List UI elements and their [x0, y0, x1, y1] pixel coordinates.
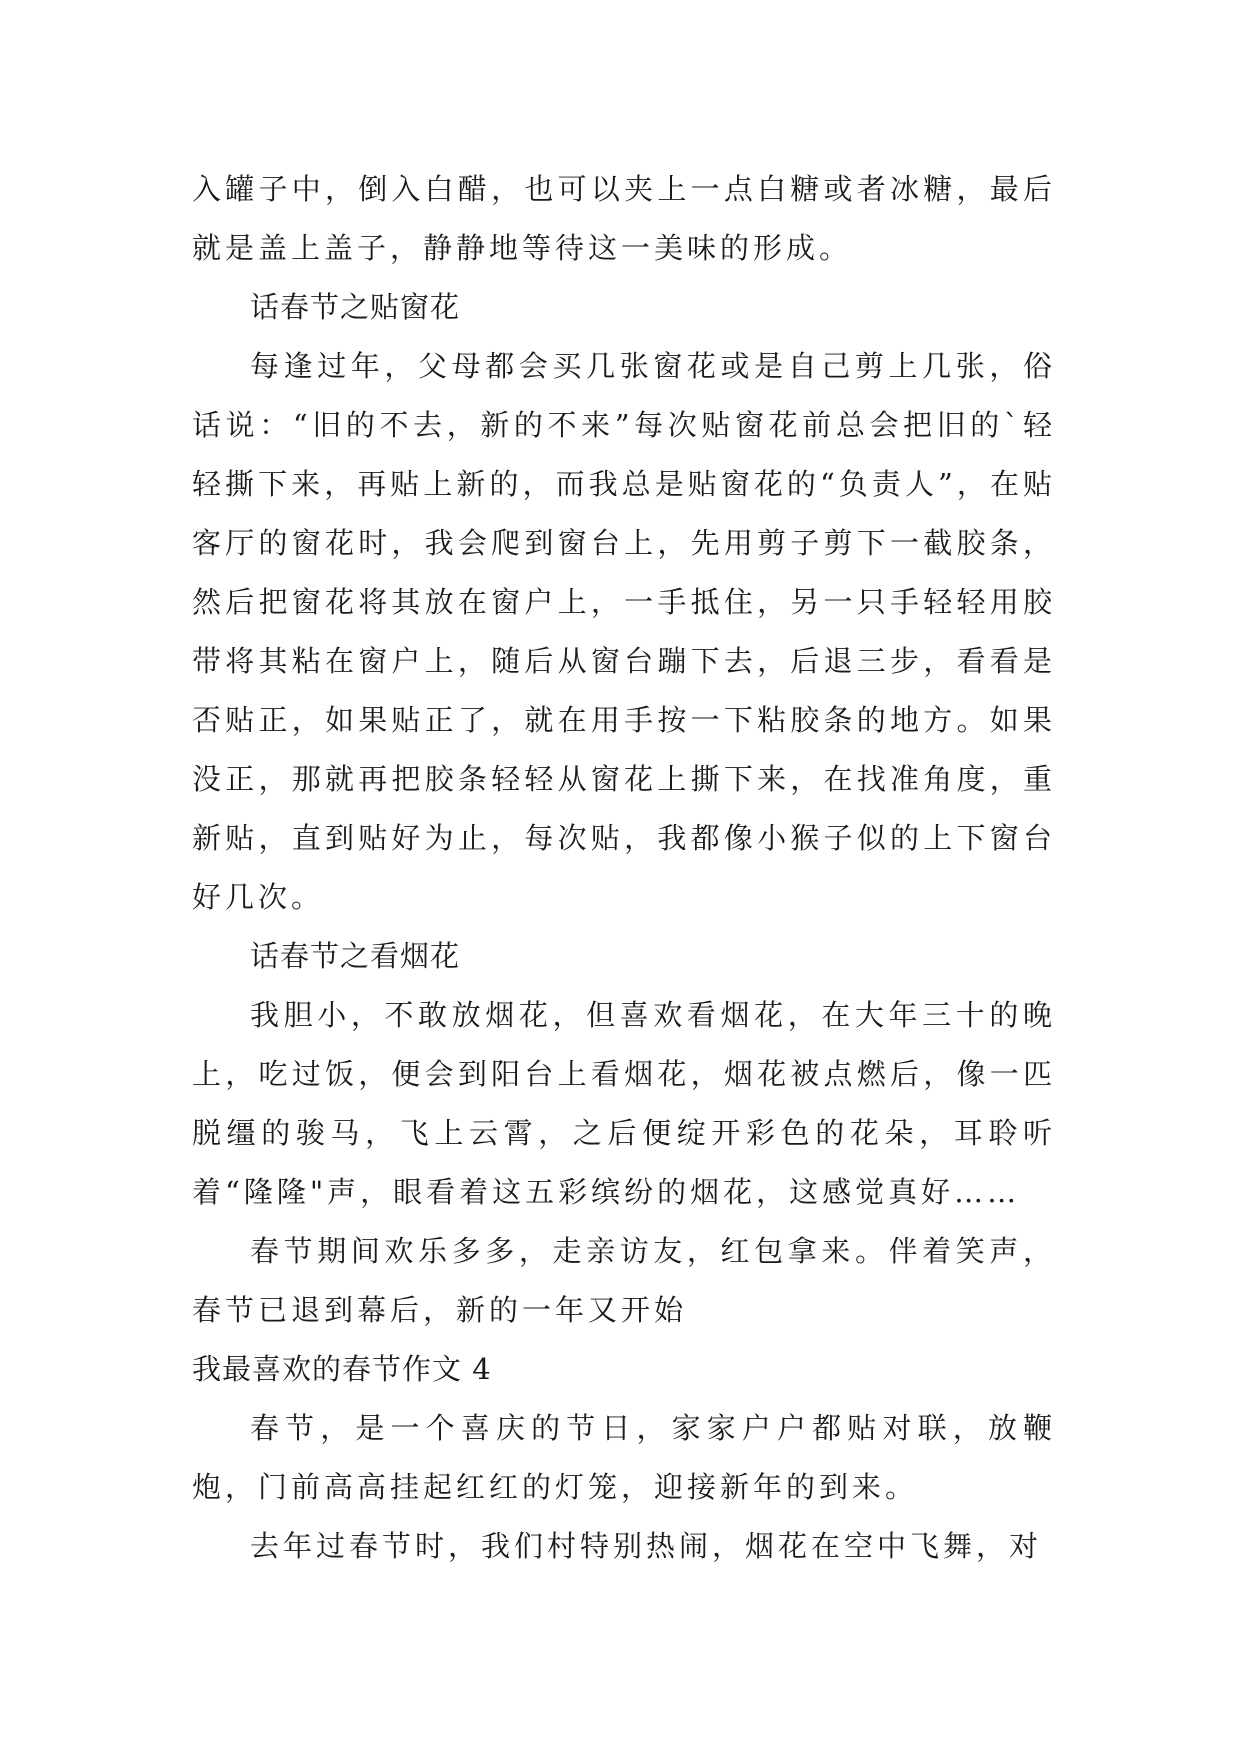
paragraph-intro: 春节，是一个喜庆的节日，家家户户都贴对联，放鞭炮，门前高高挂起红红的灯笼，迎接新年的到来。: [192, 1411, 1056, 1504]
paragraph-continued: 入罐子中，倒入白醋，也可以夹上一点白糖或者冰糖，最后就是盖上盖子，静静地等待这一美味的形成。: [192, 172, 1056, 265]
section-heading-fireworks: 话春节之看烟花: [250, 939, 461, 973]
paragraph-fireworks: 我胆小，不敢放烟花，但喜欢看烟花，在大年三十的晚上，吃过饭，便会到阳台上看烟花，烟花被点燃后，像一匹脱缰的骏马，飞上云霄，之后便绽开彩色的花朵，耳聆听着“隆隆"声，眼看着这五彩缤纷的烟花，这感觉真好……: [192, 998, 1056, 1209]
paragraph-conclusion: 春节期间欢乐多多，走亲访友，红包拿来。伴着笑声，春节已退到幕后，新的一年又开始: [192, 1234, 1056, 1327]
paragraph-last-year: 去年过春节时，我们村特别热闹，烟花在空中飞舞，对: [250, 1529, 1043, 1563]
section-heading-window-flowers: 话春节之贴窗花: [250, 290, 461, 324]
essay-title: 我最喜欢的春节作文 4: [192, 1352, 492, 1386]
document-page: [192, 160, 1056, 1576]
paragraph-window-flowers: 每逢过年，父母都会买几张窗花或是自己剪上几张，俗话说：“旧的不去，新的不来”每次贴窗花前总会把旧的`轻轻撕下来，再贴上新的，而我总是贴窗花的“负责人”，在贴客厅的窗花时，我会爬到窗台上，先用剪子剪下一截胶条，然后把窗花将其放在窗户上，一手抵住，另一只手轻轻用胶带将其粘在窗户上，随后从窗台蹦下去，后退三步，看看是否贴正，如果贴正了，就在用手按一下粘胶条的地方。如果没正，那就再把胶条轻轻从窗花上撕下来，在找准角度，重新贴，直到贴好为止，每次贴，我都像小猴子似的上下窗台好几次。: [192, 349, 1056, 914]
